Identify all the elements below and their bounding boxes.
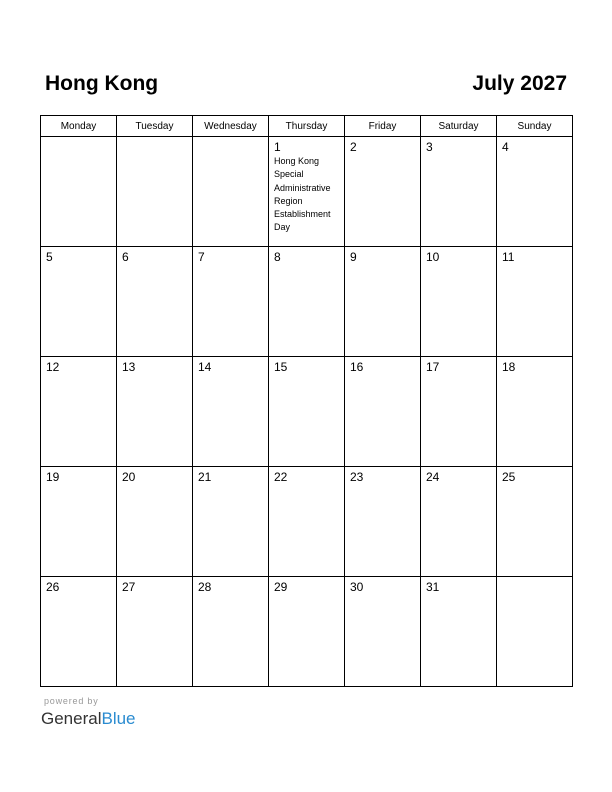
brand-name-part2: Blue — [101, 709, 136, 728]
calendar-day-cell — [269, 247, 345, 357]
calendar-day-cell — [497, 467, 573, 577]
day-number: 13 — [122, 360, 136, 374]
region-title: Hong Kong — [45, 72, 159, 95]
day-number: 21 — [198, 470, 212, 484]
calendar-day-cell — [269, 137, 345, 247]
calendar-day-cell — [497, 357, 573, 467]
weekday-header-sunday: Sunday — [497, 116, 573, 137]
day-number: 19 — [46, 470, 60, 484]
day-number: 27 — [122, 580, 136, 594]
calendar-day-cell — [497, 247, 573, 357]
day-number: 15 — [274, 360, 288, 374]
day-number: 6 — [122, 250, 129, 264]
calendar-day-cell — [421, 467, 497, 577]
calendar-day-cell — [117, 357, 193, 467]
calendar-day-cell — [421, 247, 497, 357]
calendar-day-cell — [41, 467, 117, 577]
footer-branding — [41, 696, 136, 730]
day-number: 3 — [426, 140, 433, 154]
calendar-day-cell — [117, 577, 193, 687]
day-number: 10 — [426, 250, 440, 264]
calendar-week-row — [41, 247, 573, 357]
weekday-header-wednesday: Wednesday — [193, 116, 269, 137]
calendar-day-cell — [421, 577, 497, 687]
day-number: 28 — [198, 580, 212, 594]
day-number: 23 — [350, 470, 364, 484]
calendar-day-cell — [117, 247, 193, 357]
calendar-week-row — [41, 577, 573, 687]
calendar-day-cell — [345, 577, 421, 687]
day-number: 12 — [46, 360, 60, 374]
calendar-day-cell — [421, 357, 497, 467]
calendar-day-cell — [193, 577, 269, 687]
day-number: 2 — [350, 140, 357, 154]
calendar-day-cell — [345, 247, 421, 357]
day-number: 8 — [274, 250, 281, 264]
calendar-day-cell — [269, 357, 345, 467]
calendar-day-cell — [497, 137, 573, 247]
calendar-week-row — [41, 357, 573, 467]
day-number: 9 — [350, 250, 357, 264]
calendar-day-cell — [269, 577, 345, 687]
powered-by-text: powered by — [44, 696, 99, 706]
calendar-empty-cell — [117, 137, 193, 247]
calendar-empty-cell — [193, 137, 269, 247]
day-number: 25 — [502, 470, 516, 484]
day-number: 22 — [274, 470, 288, 484]
day-number: 24 — [426, 470, 440, 484]
calendar-day-cell — [193, 247, 269, 357]
day-number: 26 — [46, 580, 60, 594]
brand-logo — [41, 708, 136, 730]
weekday-header-friday: Friday — [345, 116, 421, 137]
weekday-header-row — [41, 116, 573, 137]
calendar-week-row — [41, 137, 573, 247]
calendar-day-cell — [41, 247, 117, 357]
weekday-header-saturday: Saturday — [421, 116, 497, 137]
calendar-day-cell — [41, 357, 117, 467]
calendar-body — [41, 137, 573, 687]
day-number: 16 — [350, 360, 364, 374]
calendar-day-cell — [117, 467, 193, 577]
calendar-day-cell — [269, 467, 345, 577]
day-number: 5 — [46, 250, 53, 264]
calendar-day-cell — [193, 357, 269, 467]
weekday-header-monday: Monday — [41, 116, 117, 137]
calendar-day-cell — [345, 357, 421, 467]
month-year-title: July 2027 — [472, 72, 567, 95]
calendar-day-cell — [345, 137, 421, 247]
day-number: 31 — [426, 580, 440, 594]
day-number: 11 — [502, 250, 515, 264]
calendar-empty-cell — [41, 137, 117, 247]
day-number: 29 — [274, 580, 288, 594]
weekday-header-tuesday: Tuesday — [117, 116, 193, 137]
calendar-grid — [40, 115, 573, 687]
day-number: 1 — [274, 140, 281, 154]
weekday-header-thursday: Thursday — [269, 116, 345, 137]
day-number: 4 — [502, 140, 509, 154]
day-number: 30 — [350, 580, 364, 594]
calendar-day-cell — [193, 467, 269, 577]
holiday-label: Hong Kong Special Administrative Region Establishment Day — [274, 156, 331, 233]
day-number: 14 — [198, 360, 212, 374]
day-number: 20 — [122, 470, 136, 484]
day-number: 17 — [426, 360, 440, 374]
calendar-empty-cell — [497, 577, 573, 687]
calendar-week-row — [41, 467, 573, 577]
brand-name-part1: General — [41, 709, 102, 728]
calendar-day-cell — [345, 467, 421, 577]
day-number: 7 — [198, 250, 205, 264]
calendar-day-cell — [41, 577, 117, 687]
calendar-day-cell — [421, 137, 497, 247]
day-number: 18 — [502, 360, 516, 374]
